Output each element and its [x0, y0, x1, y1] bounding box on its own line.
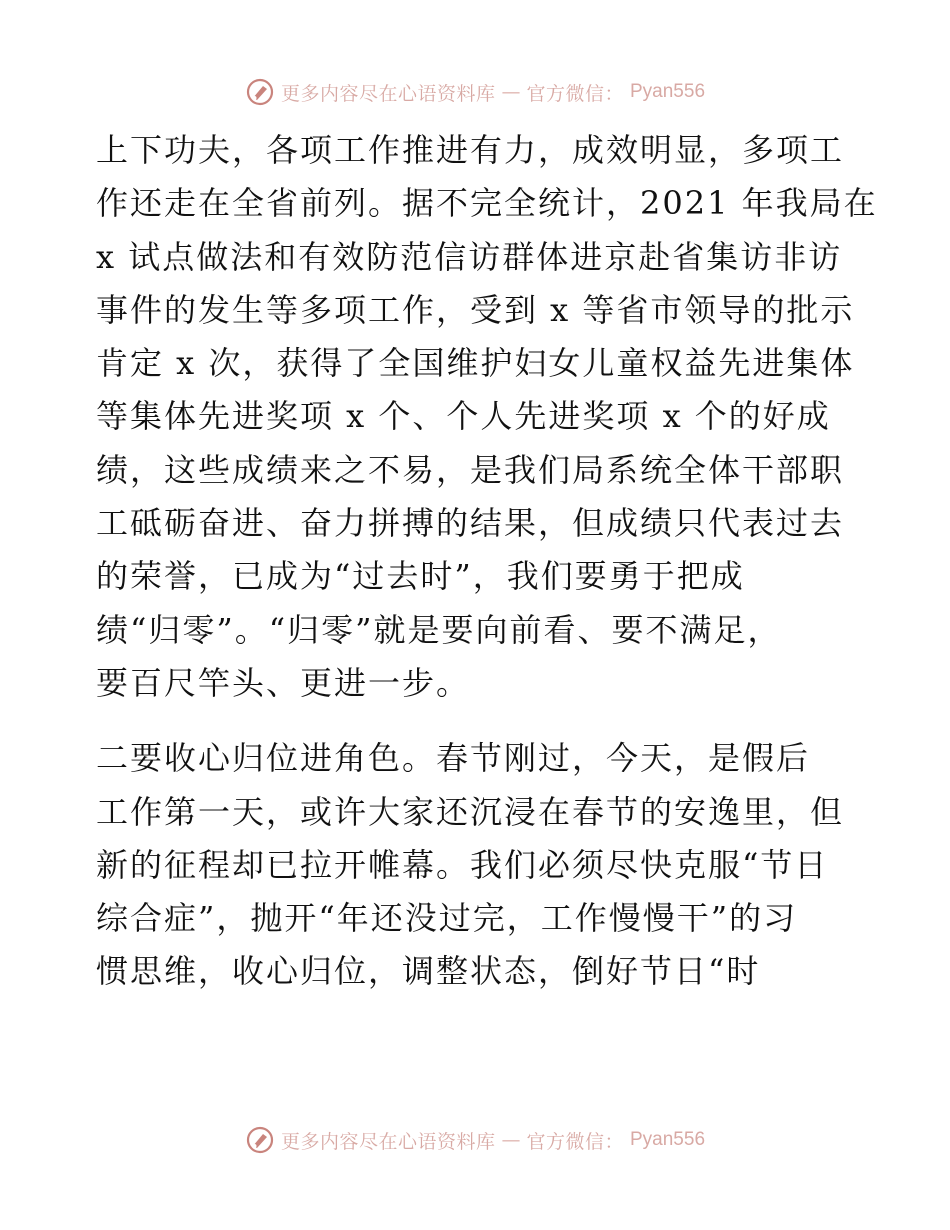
watermark-wechat-id: Pyan556 — [630, 81, 706, 102]
text-line: 上下功夫，各项工作推进有力，成效明显，多项工 — [96, 131, 845, 169]
text-line: 工作第一天，或许大家还沉浸在春节的安逸里，但 — [96, 792, 845, 831]
text-line: 绩，这些成绩来之不易，是我们局系统全体干部职 — [96, 450, 845, 489]
text-line: 作还走在全省前列。据不完全统计，2021 年我局在 — [96, 184, 878, 223]
watermark-wechat-id: Pyan556 — [630, 1129, 706, 1150]
text-line: 的荣誉，已成为“过去时”，我们要勇于把成 — [96, 557, 745, 596]
document-body — [96, 124, 878, 999]
watermark-separator: — — [501, 1129, 521, 1151]
text-line: 肯定 x 次，获得了全国维护妇女儿童权益先进集体 — [96, 344, 855, 383]
paragraph-2 — [96, 732, 856, 998]
text-line: 事件的发生等多项工作，受到 x 等省市领导的批示 — [96, 290, 855, 329]
text-line: 新的征程却已拉开帷幕。我们必须尽快克服“节日 — [96, 845, 829, 884]
text-line: 绩“归零”。“归零”就是要向前看、要不满足， — [96, 610, 782, 649]
watermark-title: 更多内容尽在心语资料库 — [280, 1130, 496, 1153]
watermark-wechat-label: 官方微信： — [526, 82, 624, 105]
text-line: 要百尺竿头、更进一步。 — [96, 663, 471, 702]
text-line: 二要收心归位进角色。春节刚过，今天，是假后 — [96, 739, 811, 778]
text-line: 综合症”，抛开“年还没过完，工作慢慢干”的习 — [96, 899, 798, 938]
text-line: x 试点做法和有效防范信访群体进京赴省集访非访 — [96, 237, 843, 276]
watermark-title: 更多内容尽在心语资料库 — [280, 82, 496, 105]
paragraph-1 — [96, 124, 878, 710]
text-line: 惯思维，收心归位，调整状态，倒好节日“时 — [96, 952, 761, 991]
watermark-separator: — — [501, 81, 521, 103]
watermark-wechat-label: 官方微信： — [526, 1130, 624, 1153]
pen-nib-logo-icon — [245, 1125, 275, 1155]
header-watermark — [0, 72, 950, 112]
text-line: 等集体先进奖项 x 个、个人先进奖项 x 个的好成 — [96, 397, 831, 436]
pen-nib-logo-icon — [245, 77, 275, 107]
text-line: 工砥砺奋进、奋力拼搏的结果，但成绩只代表过去 — [96, 504, 845, 543]
footer-watermark — [0, 1120, 950, 1160]
